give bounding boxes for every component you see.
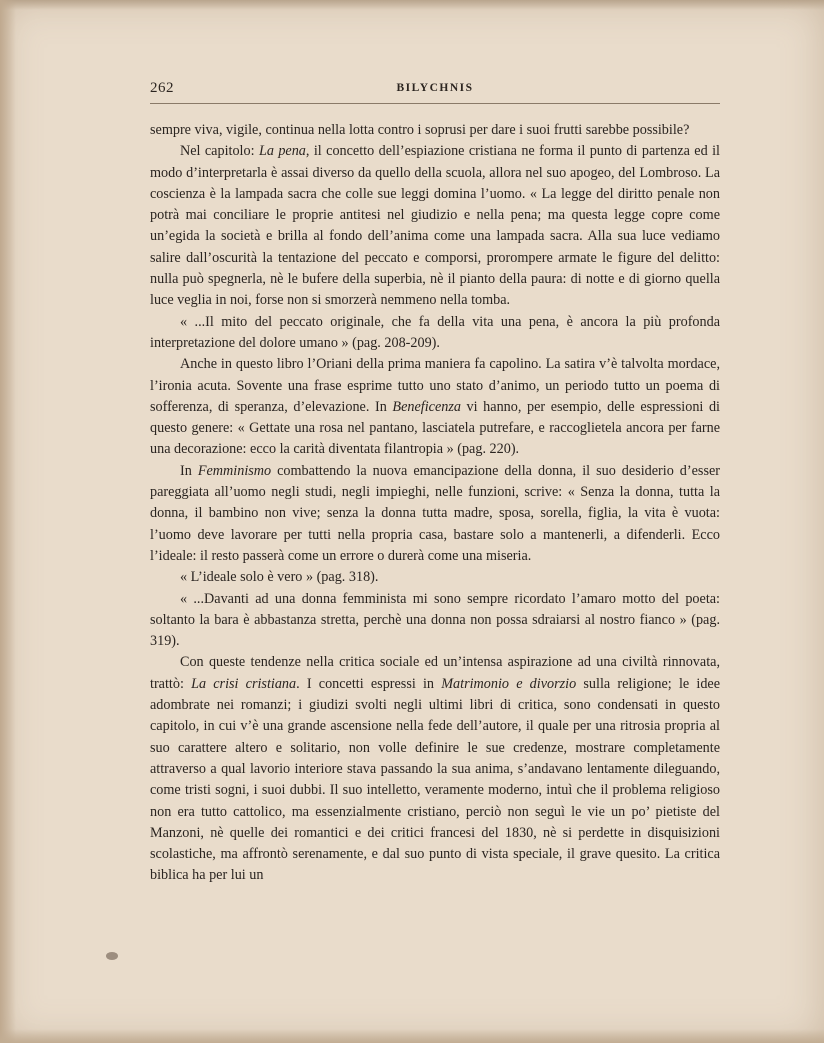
paragraph-text: sempre viva, vigile, continua nella lotta contro i soprusi per dare i suoi frutti sarebbe possibile?	[150, 122, 690, 138]
paragraph-text: , il concetto dell’espiazione cristiana ne forma il punto di partenza ed il modo d’interpretarla è assai diverso da quello della scuola, allora nel suo apogeo, del Lombroso. La coscienza è la lampada sacra che colle sue leggi domina l’uomo. « La legge del diritto penale non potrà mai conciliare le proprie antitesi nel giudizio e nella pena; ma questa legge copre come un’egida la società e brilla al fondo dell’anima come una lampada sacra. Alla sua luce vediamo salire dall’oscurità la tentazione del peccato e comporsi, prorompere armate le figure del delitto: nulla può spegnerla, nè le bufere della superbia, nè il pianto della paura: di notte e di giorno quella luce veglia in noi, forse non si smorzerà nemmeno nella tomba.	[150, 143, 720, 309]
paragraph-text: . I concetti espressi in	[296, 675, 442, 692]
paragraph-text: In	[180, 462, 198, 479]
paragraph	[150, 652, 720, 886]
paragraph-text: « ...Davanti ad una donna femminista mi sono sempre ricordato l’amaro motto del poeta: soltanto la bara è abbastanza stretta, perchè una donna non possa sdraiarsi al nostro fianco » (pag. 319).	[150, 590, 720, 650]
paragraph-text: vi hanno, per esempio, delle espressioni di questo genere: « Gettate una rosa nel pantano, lasciatela putrefare, e raccoglietela ancora per farne una decorazione: ecco la carità diventata filantropia » (pag. 220).	[150, 398, 720, 458]
body-text	[150, 120, 720, 887]
header-rule	[150, 103, 720, 104]
running-title: BILYCHNIS	[396, 82, 474, 94]
paragraph-text: « L’ideale solo è vero » (pag. 318).	[180, 569, 379, 586]
paragraph	[150, 141, 720, 311]
italic-title: Femminismo	[197, 462, 272, 479]
page-edge-top	[0, 0, 824, 10]
running-header	[150, 80, 720, 104]
paragraph-text: Con queste tendenze nella critica sociale ed un’intensa aspirazione ad una civiltà rinnovata, trattò:	[150, 654, 720, 692]
paragraph-text: Anche in questo libro l’Oriani della prima maniera fa capolino. La satira v’è talvolta mordace, l’ironia acuta. Sovente una frase esprime tutto uno stato d’animo, un periodo tutto un poema di sofferenza, di speranza, d’elevazione. In	[150, 356, 720, 415]
paragraph-text: « ...Il mito del peccato originale, che fa della vita una pena, è ancora la più profonda interpretazione del dolore umano » (pag. 208-209).	[150, 313, 720, 351]
paragraph-text: combattendo la nuova emancipazione della donna, il suo desiderio d’esser pareggiata all’uomo negli studi, negli impieghi, nelle funzioni, scrive: « Senza la donna, tutta la donna, il bambino non vive; senza la donna tutta madre, sposa, sorella, figlia, la vita è vuota: l’uomo deve lavorare per tutti nella propria casa, bastare solo a mantenerli, a difenderli. Ecco l’ideale: il resto passerà come un errore o durerà come una miseria.	[150, 462, 720, 564]
ink-smudge	[106, 952, 118, 960]
page-number: 262	[150, 80, 174, 96]
page-edge-left	[0, 0, 16, 1043]
italic-title: Matrimonio e divorzio	[441, 675, 577, 692]
paragraph	[150, 461, 720, 567]
italic-title: Beneficenza	[392, 398, 461, 415]
paragraph	[150, 120, 720, 141]
paragraph	[150, 567, 720, 588]
italic-title: La pena	[258, 143, 306, 160]
paragraph	[150, 312, 720, 355]
page-edge-bottom	[0, 1029, 824, 1043]
paragraph	[150, 354, 720, 460]
paragraph-text: Nel capitolo:	[180, 143, 259, 160]
italic-title: La crisi cristiana	[191, 675, 297, 692]
paragraph-text: sulla religione; le idee adombrate nei romanzi; i giudizi svolti negli ultimi libri di critica, sono condensati in questo capitolo, in cui v’è una grande ascensione nella fede dell’autore, il quale per una ritrosia propria al suo carattere altero e solitario, non volle definire le sue credenze, mostrare completamente attraverso a qual lavorio interiore stava passando la sua anima, s’andavano lentamente dileguando, come tristi sogni, i suoi dubbi. Il suo intelletto, veramente moderno, intuì che il problema religioso non era tutto cattolico, ma essenzialmente cristiano, perciò non seguì le vie un po’ pietiste del Manzoni, nè quelle dei romantici e dei critici francesi del 1830, nè si perdette in disquisizioni scolastiche, ma affrontò serenamente, e dal suo punto di vista speciale, il grave quesito. La critica biblica ha per lui un	[150, 675, 721, 884]
paragraph	[150, 589, 720, 653]
